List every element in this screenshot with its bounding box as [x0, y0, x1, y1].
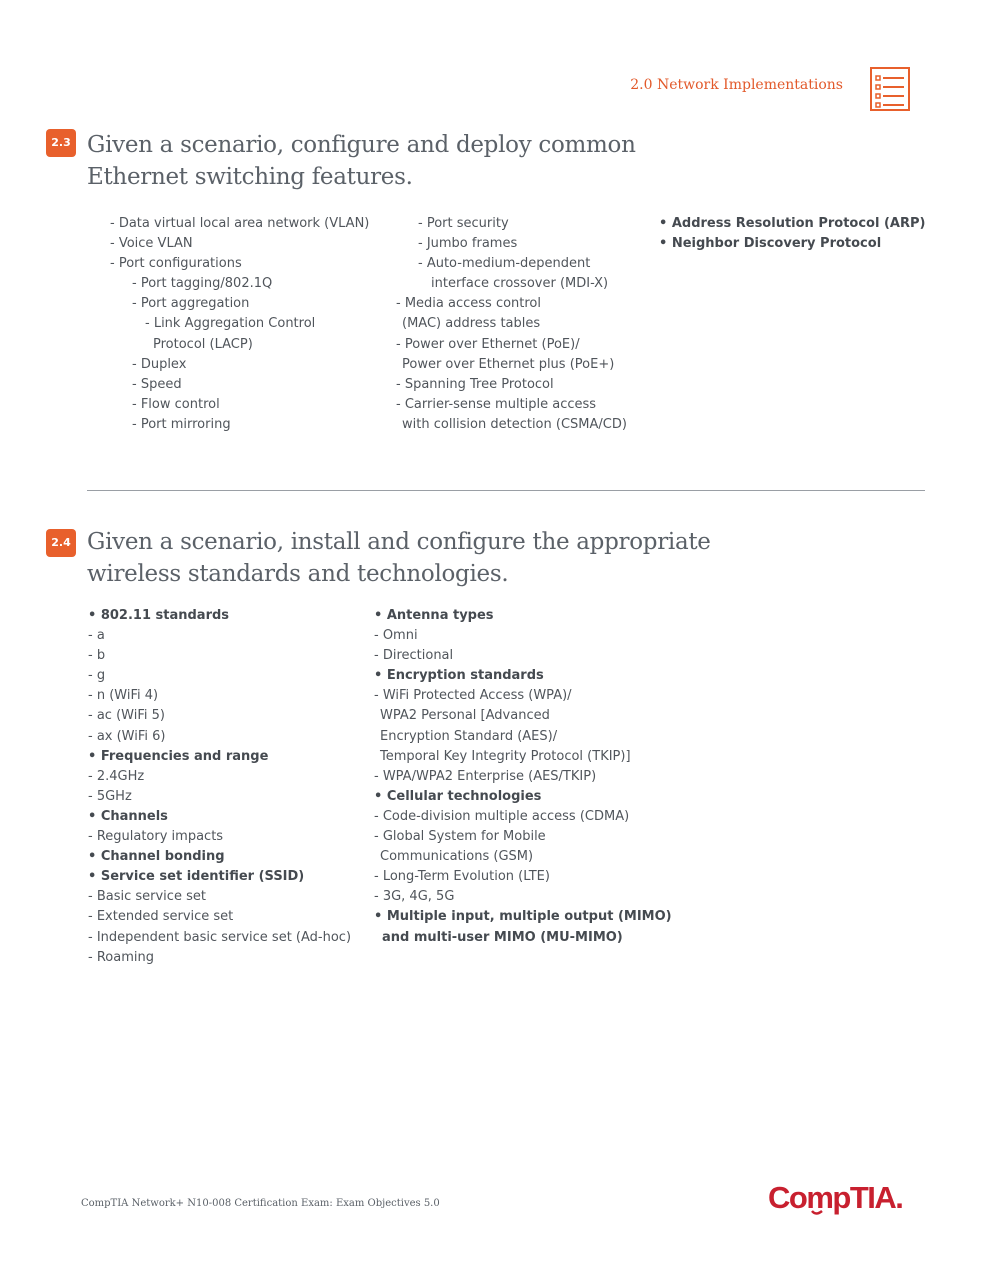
- objective-item: - Extended service set: [88, 909, 234, 925]
- objective-item: - a: [88, 628, 105, 644]
- objective-item: Communications (GSM): [380, 849, 534, 865]
- objective-item: - 2.4GHz: [88, 768, 145, 784]
- objective-item: - Basic service set: [88, 889, 206, 905]
- objective-item: - WPA/WPA2 Enterprise (AES/TKIP): [374, 768, 597, 784]
- section-header-label: 2.0 Network Implementations: [630, 77, 843, 93]
- section-divider: [87, 490, 925, 491]
- objective-heading: • Neighbor Discovery Protocol: [659, 236, 882, 252]
- objective-column: [374, 606, 672, 948]
- objective-item: - Independent basic service set (Ad-hoc): [88, 929, 352, 945]
- objective-heading: • Frequencies and range: [88, 748, 269, 764]
- objective-heading: • Channel bonding: [88, 849, 225, 865]
- footer-text: CompTIA Network+ N10-008 Certification Exam: Exam Objectives 5.0: [81, 1198, 440, 1209]
- objective-column: [396, 214, 627, 435]
- objective-item: - Port mirroring: [132, 416, 231, 432]
- logo-wordmark: CompTIA.: [768, 1180, 903, 1215]
- objective-item: - Data virtual local area network (VLAN): [110, 216, 370, 231]
- objective-item: - Power over Ethernet (PoE)/: [396, 336, 580, 352]
- objective-item: - Regulatory impacts: [88, 829, 224, 845]
- list-document-icon: [870, 67, 910, 111]
- section-title-line: Given a scenario, install and configure the appropriate: [87, 529, 711, 555]
- objective-item: Power over Ethernet plus (PoE+): [402, 356, 615, 372]
- objective-column: [110, 214, 369, 435]
- objective-item: - Port tagging/802.1Q: [132, 276, 273, 292]
- objective-item: - Port aggregation: [132, 296, 250, 312]
- objective-item: WPA2 Personal [Advanced: [380, 708, 550, 724]
- objective-item: - Auto-medium-dependent: [418, 256, 591, 272]
- objective-item: - Roaming: [88, 949, 154, 965]
- objective-item: - 5GHz: [88, 788, 132, 804]
- section-title-line: Ethernet switching features.: [87, 164, 413, 190]
- objective-item: - Global System for Mobile: [374, 829, 546, 845]
- objective-item: with collision detection (CSMA/CD): [402, 416, 627, 432]
- objective-item: Encryption Standard (AES)/: [380, 728, 558, 744]
- objective-item: - Media access control: [396, 296, 541, 312]
- section-title: [87, 526, 711, 590]
- section-number-badge: 2.3: [46, 129, 76, 157]
- objective-heading: • Multiple input, multiple output (MIMO): [374, 909, 672, 925]
- objective-item: - Jumbo frames: [418, 236, 518, 252]
- objective-heading: • Address Resolution Protocol (ARP): [659, 216, 926, 231]
- objective-heading: • Encryption standards: [374, 668, 544, 684]
- objective-item: - Long-Term Evolution (LTE): [374, 869, 550, 885]
- objective-heading: • Service set identifier (SSID): [88, 869, 305, 885]
- objective-heading: • Channels: [88, 808, 168, 824]
- objective-item: - Link Aggregation Control: [145, 316, 316, 332]
- objective-item: - ac (WiFi 5): [88, 708, 165, 724]
- objective-item: - Voice VLAN: [110, 236, 193, 252]
- objective-item: - Port security: [418, 216, 509, 231]
- section-title: [87, 129, 636, 193]
- objective-item: - Code-division multiple access (CDMA): [374, 808, 630, 824]
- section-title-line: Given a scenario, configure and deploy common: [87, 132, 636, 158]
- objective-item: - Port configurations: [110, 256, 242, 272]
- objective-column: [659, 214, 925, 254]
- objective-heading: • 802.11 standards: [88, 608, 230, 623]
- comptia-logo: [768, 1180, 920, 1218]
- objective-item: - Carrier-sense multiple access: [396, 396, 597, 412]
- objective-item: (MAC) address tables: [402, 316, 541, 332]
- objective-item: - Speed: [132, 376, 182, 392]
- objective-item: - ax (WiFi 6): [88, 728, 166, 744]
- objective-heading: • Cellular technologies: [374, 788, 542, 804]
- objective-item: - b: [88, 648, 106, 664]
- section-title-line: wireless standards and technologies.: [87, 561, 509, 587]
- objective-item: - n (WiFi 4): [88, 688, 159, 704]
- objective-item: - Directional: [374, 648, 454, 664]
- objective-item: - Spanning Tree Protocol: [396, 376, 554, 392]
- objective-item: - Duplex: [132, 356, 187, 372]
- objective-item: Protocol (LACP): [153, 336, 253, 352]
- objective-item: - 3G, 4G, 5G: [374, 889, 455, 905]
- objective-item: - g: [88, 668, 106, 684]
- objective-item: Temporal Key Integrity Protocol (TKIP)]: [380, 748, 631, 764]
- objective-item: interface crossover (MDI-X): [431, 276, 609, 292]
- objective-column: [88, 606, 351, 968]
- objective-heading: and multi-user MIMO (MU-MIMO): [382, 929, 623, 945]
- objective-heading: • Antenna types: [374, 608, 494, 623]
- objective-item: - WiFi Protected Access (WPA)/: [374, 688, 572, 704]
- objective-item: - Omni: [374, 628, 418, 644]
- objective-item: - Flow control: [132, 396, 220, 412]
- section-number-badge: 2.4: [46, 529, 76, 557]
